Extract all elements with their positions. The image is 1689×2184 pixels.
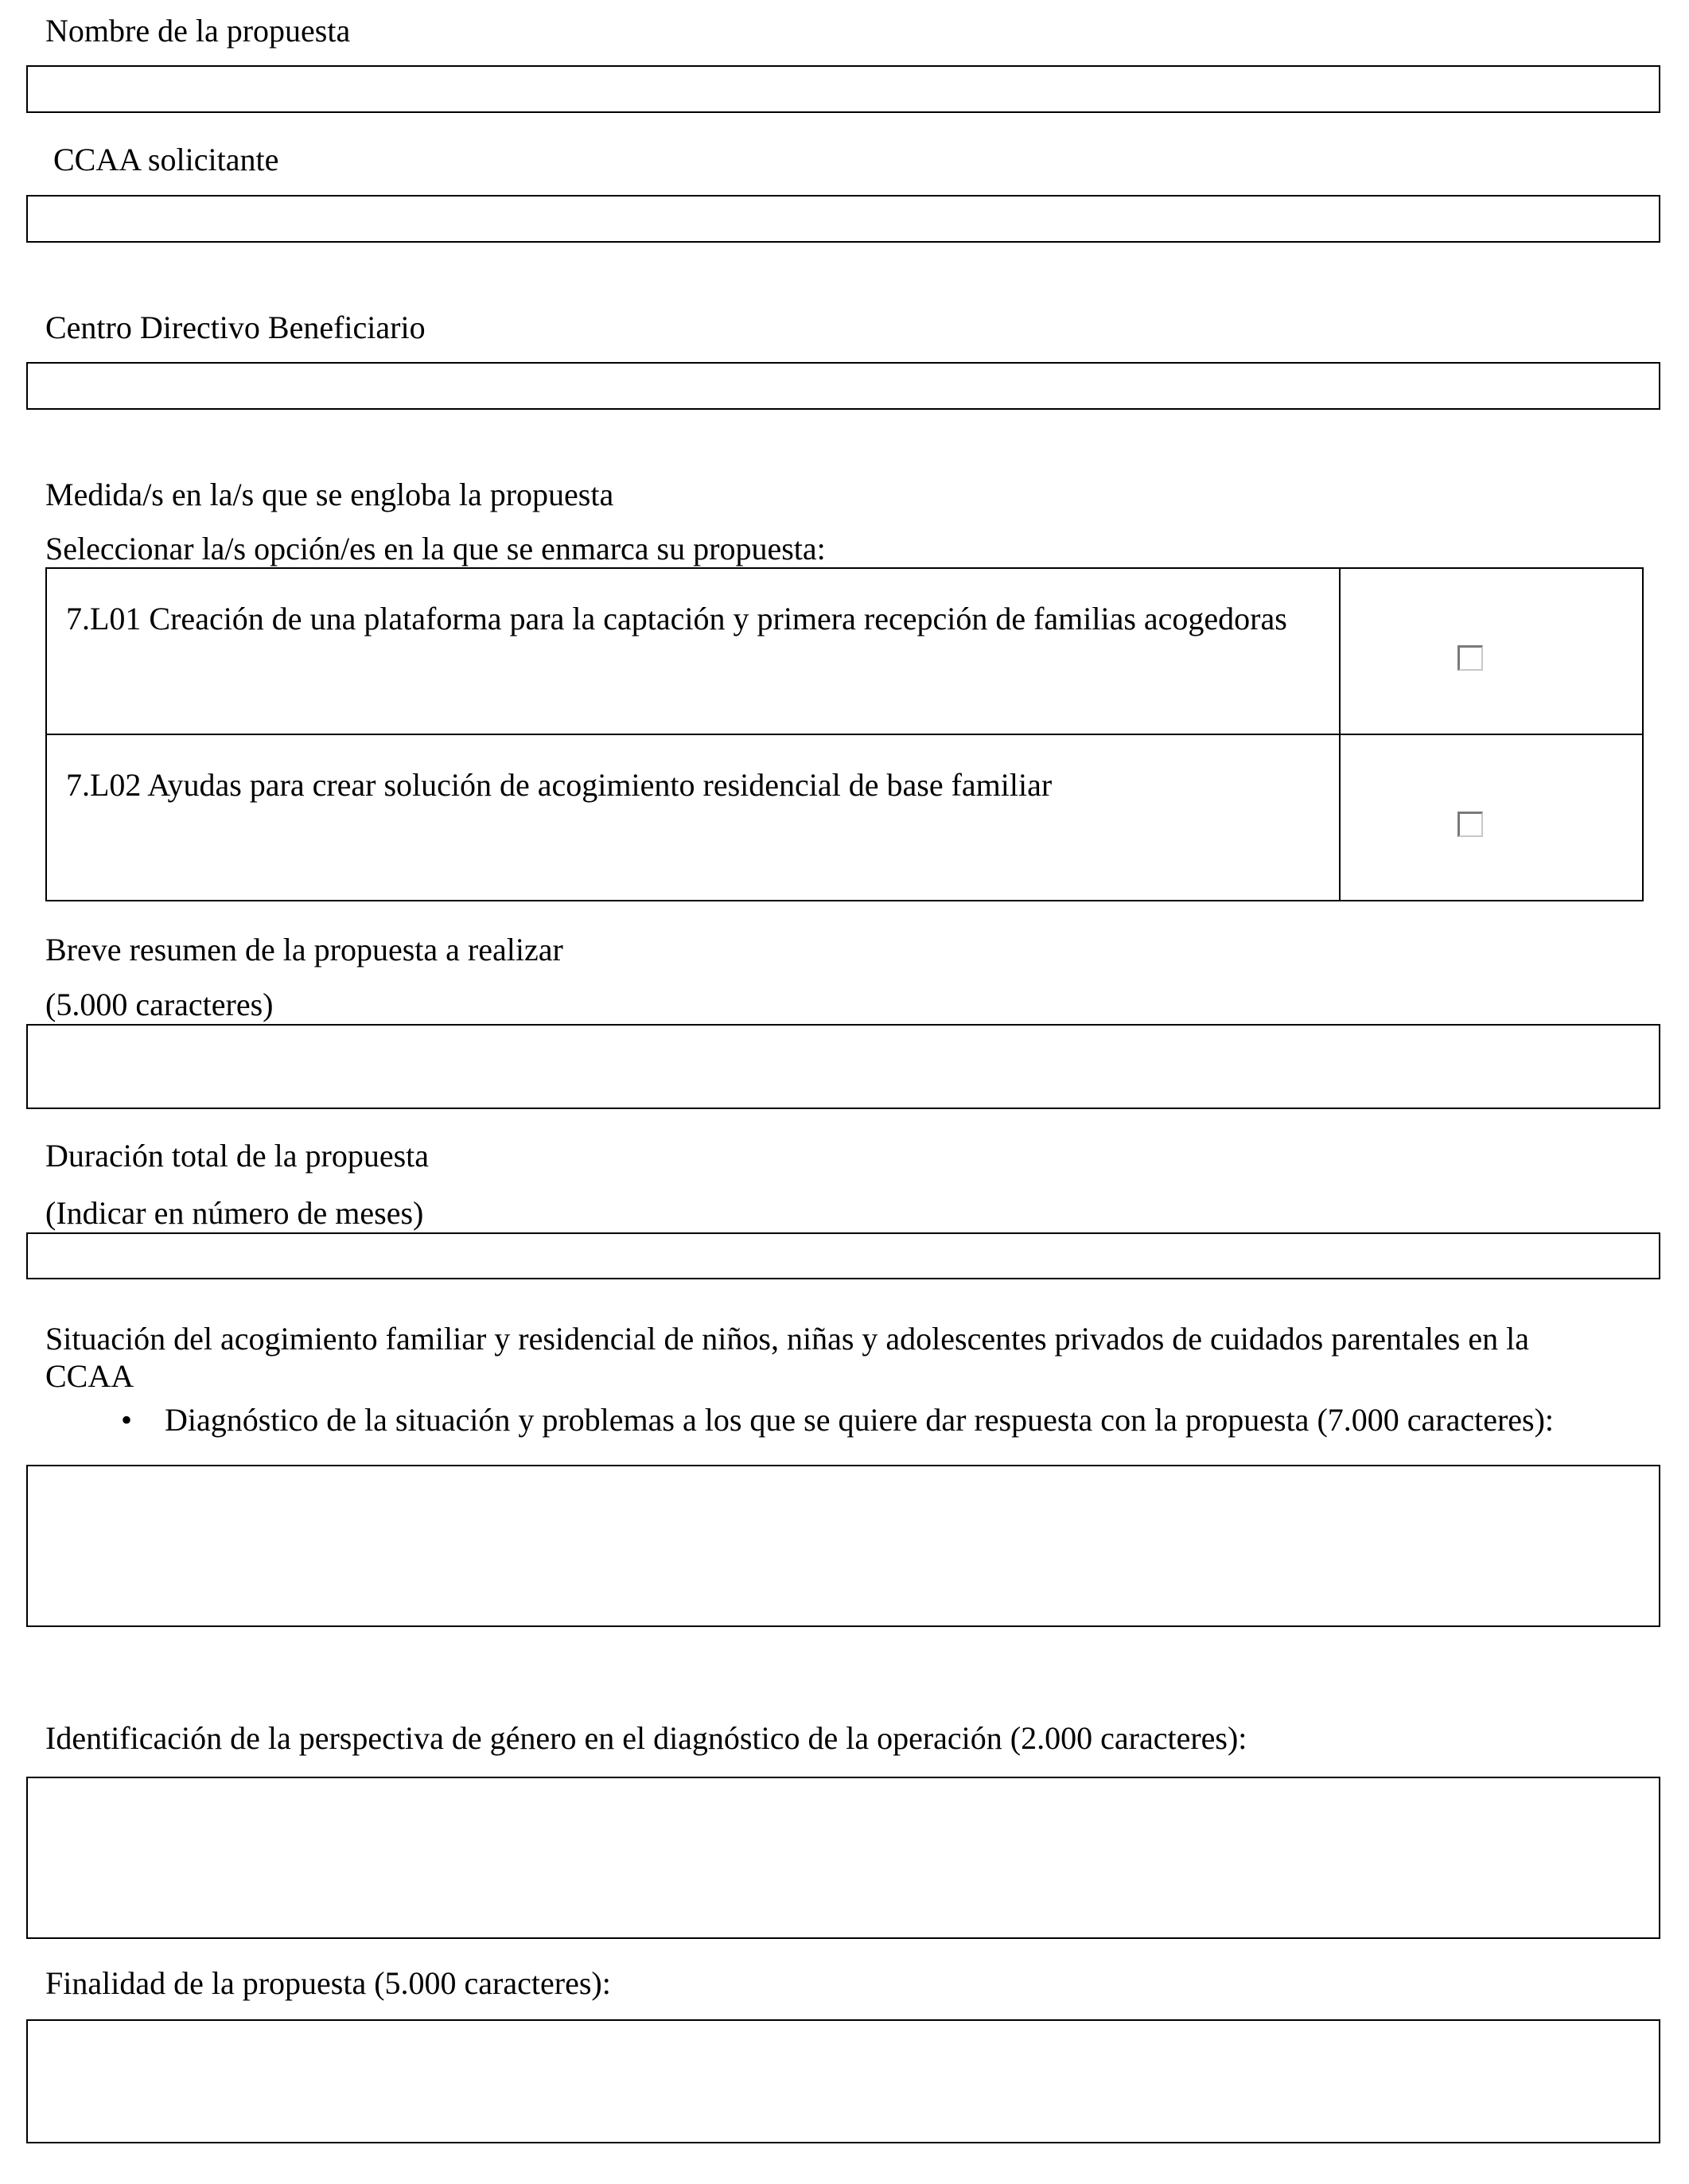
finalidad-field[interactable]: [26, 2019, 1660, 2143]
option-check-cell: [1340, 568, 1643, 734]
resumen-label: Breve resumen de la propuesta a realizar: [45, 932, 563, 967]
genero-label: Identificación de la perspectiva de género en el diagnóstico de la operación (2.000 caracteres):: [45, 1720, 1247, 1756]
option-row: [46, 568, 1643, 734]
bullet-icon: •: [121, 1402, 133, 1438]
centro-label: Centro Directivo Beneficiario: [45, 309, 426, 345]
checkbox-7L02[interactable]: [1457, 812, 1483, 837]
checkbox-7L01[interactable]: [1457, 645, 1483, 671]
medidas-title: Medida/s en la/s que se engloba la propuesta: [45, 477, 614, 512]
ccaa-field[interactable]: [26, 195, 1660, 243]
genero-field[interactable]: [26, 1777, 1660, 1939]
centro-field[interactable]: [26, 362, 1660, 410]
duracion-hint: (Indicar en número de meses): [45, 1195, 424, 1231]
resumen-field[interactable]: [26, 1024, 1660, 1109]
resumen-hint: (5.000 caracteres): [45, 987, 274, 1022]
medidas-options-table: [45, 567, 1644, 901]
option-check-cell: [1340, 734, 1643, 901]
nombre-label: Nombre de la propuesta: [45, 13, 351, 49]
situacion-bullet-text: Diagnóstico de la situación y problemas a los que se quiere dar respuesta con la propuesta (7.000 caracteres):: [165, 1402, 1555, 1438]
situacion-heading-line1: Situación del acogimiento familiar y residencial de niños, niñas y adolescentes privados de cuidados parentales en la: [45, 1321, 1529, 1357]
duracion-label: Duración total de la propuesta: [45, 1138, 430, 1174]
nombre-field[interactable]: [26, 65, 1660, 113]
option-row: [46, 734, 1643, 901]
ccaa-label: CCAA solicitante: [45, 142, 279, 177]
situacion-heading-line2: CCAA: [45, 1358, 134, 1394]
duracion-field[interactable]: [26, 1232, 1660, 1279]
finalidad-label: Finalidad de la propuesta (5.000 caracteres):: [45, 1965, 611, 2001]
medidas-instruction: Seleccionar la/s opción/es en la que se enmarca su propuesta:: [45, 531, 826, 566]
situacion-field[interactable]: [26, 1465, 1660, 1627]
option-label-7L01: 7.L01 Creación de una plataforma para la captación y primera recepción de familias acogedoras: [46, 568, 1340, 734]
option-label-7L02: 7.L02 Ayudas para crear solución de acogimiento residencial de base familiar: [46, 734, 1340, 901]
